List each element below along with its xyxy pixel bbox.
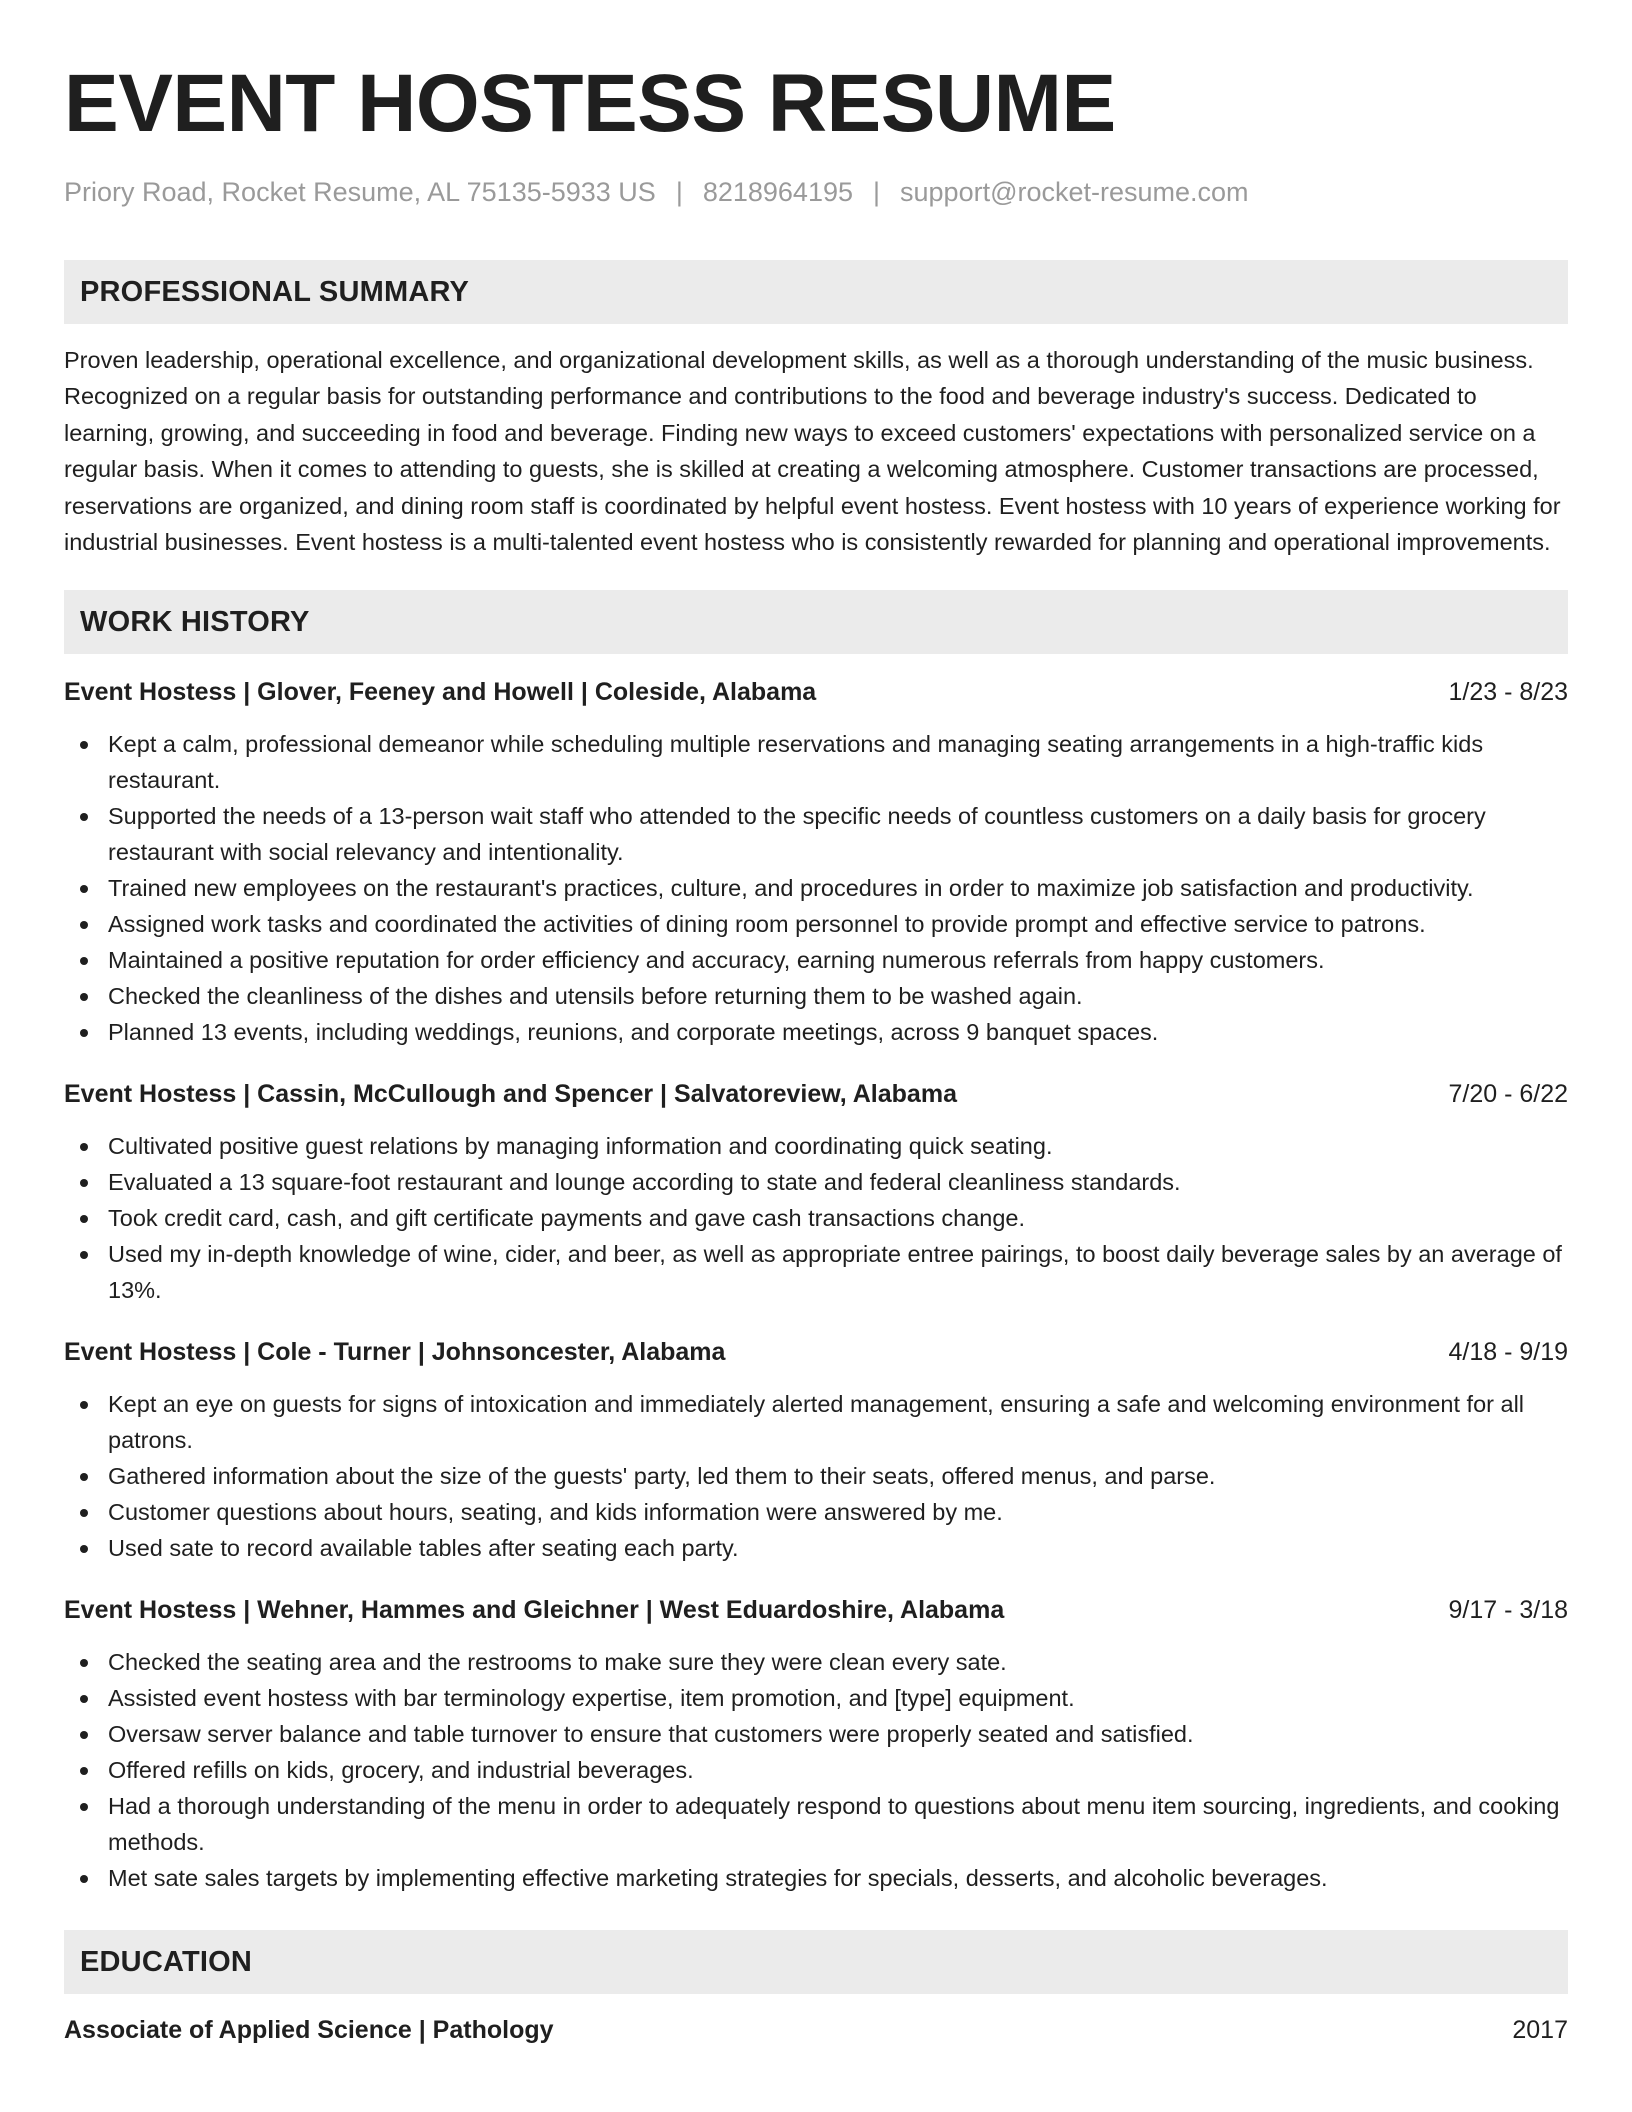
job-bullet: Customer questions about hours, seating, and kids information were answered by me.	[64, 1494, 1568, 1530]
job-bullet-list	[64, 1644, 1568, 1896]
professional-summary-text: Proven leadership, operational excellence, and organizational development skills, as well as a thorough understanding of the music business. Recognized on a regular basis for outstanding performance and contributions to the food and beverage industry's success. Dedicated to learning, growing, and succeeding in food and beverage. Finding new ways to exceed customers' expectations with personalized service on a regular basis. When it comes to attending to guests, she is skilled at creating a welcoming atmosphere. Customer transactions are processed, reservations are organized, and dining room staff is coordinated by helpful event hostess. Event hostess with 10 years of experience working for industrial businesses. Event hostess is a multi-talented event hostess who is consistently rewarded for planning and operational improvements.	[64, 347, 1561, 556]
job-bullet: Used my in-depth knowledge of wine, cider, and beer, as well as appropriate entree pairings, to boost daily beverage sales by an average of 13%.	[64, 1236, 1568, 1308]
job-bullet: Met sate sales targets by implementing effective marketing strategies for specials, desserts, and alcoholic beverages.	[64, 1860, 1568, 1896]
job-bullet: Kept an eye on guests for signs of intoxication and immediately alerted management, ensuring a safe and welcoming environment for all patrons.	[64, 1386, 1568, 1458]
section-header-education: EDUCATION	[64, 1930, 1568, 1994]
job-bullet: Planned 13 events, including weddings, reunions, and corporate meetings, across 9 banquet spaces.	[64, 1014, 1568, 1050]
job-entry	[64, 1592, 1568, 1896]
job-bullet: Checked the seating area and the restrooms to make sure they were clean every sate.	[64, 1644, 1568, 1680]
job-title: Event Hostess | Wehner, Hammes and Gleichner | West Eduardoshire, Alabama	[64, 1596, 1005, 1625]
job-title-row	[64, 1592, 1568, 1628]
contact-line	[64, 174, 1568, 210]
job-bullet: Had a thorough understanding of the menu in order to adequately respond to questions about menu item sourcing, ingredients, and cooking methods.	[64, 1788, 1568, 1860]
job-bullet: Maintained a positive reputation for order efficiency and accuracy, earning numerous referrals from happy customers.	[64, 942, 1568, 978]
job-bullet-list	[64, 1128, 1568, 1308]
job-dates: 9/17 - 3/18	[1448, 1596, 1568, 1625]
job-dates: 4/18 - 9/19	[1448, 1338, 1568, 1367]
job-entry	[64, 1334, 1568, 1566]
education-entry	[64, 2012, 1568, 2048]
job-bullet: Checked the cleanliness of the dishes and utensils before returning them to be washed again.	[64, 978, 1568, 1014]
section-header-professional-summary: PROFESSIONAL SUMMARY	[64, 260, 1568, 324]
job-bullet: Evaluated a 13 square-foot restaurant and lounge according to state and federal cleanliness standards.	[64, 1164, 1568, 1200]
job-bullet: Oversaw server balance and table turnover to ensure that customers were properly seated and satisfied.	[64, 1716, 1568, 1752]
contact-separator: |	[873, 177, 881, 207]
contact-email: support@rocket-resume.com	[900, 177, 1249, 207]
job-bullet-list	[64, 726, 1568, 1050]
job-dates: 1/23 - 8/23	[1448, 678, 1568, 707]
job-entry	[64, 674, 1568, 1050]
education-year: 2017	[1512, 2016, 1568, 2045]
education-degree: Associate of Applied Science | Pathology	[64, 2016, 554, 2045]
job-bullet: Took credit card, cash, and gift certificate payments and gave cash transactions change.	[64, 1200, 1568, 1236]
job-dates: 7/20 - 6/22	[1448, 1080, 1568, 1109]
job-bullet: Supported the needs of a 13-person wait staff who attended to the specific needs of countless customers on a daily basis for grocery restaurant with social relevancy and intentionality.	[64, 798, 1568, 870]
job-bullet: Trained new employees on the restaurant's practices, culture, and procedures in order to maximize job satisfaction and productivity.	[64, 870, 1568, 906]
job-bullet: Cultivated positive guest relations by managing information and coordinating quick seating.	[64, 1128, 1568, 1164]
job-bullet-list	[64, 1386, 1568, 1566]
resume-title: EVENT HOSTESS RESUME	[64, 58, 1116, 149]
job-title-row	[64, 1076, 1568, 1112]
job-title-row	[64, 674, 1568, 710]
job-title: Event Hostess | Cole - Turner | Johnsoncester, Alabama	[64, 1338, 726, 1367]
job-title: Event Hostess | Glover, Feeney and Howell | Coleside, Alabama	[64, 678, 817, 707]
job-bullet: Gathered information about the size of the guests' party, led them to their seats, offered menus, and parse.	[64, 1458, 1568, 1494]
job-bullet: Assigned work tasks and coordinated the activities of dining room personnel to provide prompt and effective service to patrons.	[64, 906, 1568, 942]
section-header-work-history: WORK HISTORY	[64, 590, 1568, 654]
contact-address: Priory Road, Rocket Resume, AL 75135-5933 US	[64, 177, 656, 207]
job-bullet: Kept a calm, professional demeanor while scheduling multiple reservations and managing seating arrangements in a high-traffic kids restaurant.	[64, 726, 1568, 798]
job-title: Event Hostess | Cassin, McCullough and Spencer | Salvatoreview, Alabama	[64, 1080, 957, 1109]
job-title-row	[64, 1334, 1568, 1370]
job-bullet: Used sate to record available tables after seating each party.	[64, 1530, 1568, 1566]
job-bullet: Assisted event hostess with bar terminology expertise, item promotion, and [type] equipment.	[64, 1680, 1568, 1716]
contact-phone: 8218964195	[702, 177, 853, 207]
job-entry	[64, 1076, 1568, 1308]
job-bullet: Offered refills on kids, grocery, and industrial beverages.	[64, 1752, 1568, 1788]
contact-separator: |	[675, 177, 683, 207]
